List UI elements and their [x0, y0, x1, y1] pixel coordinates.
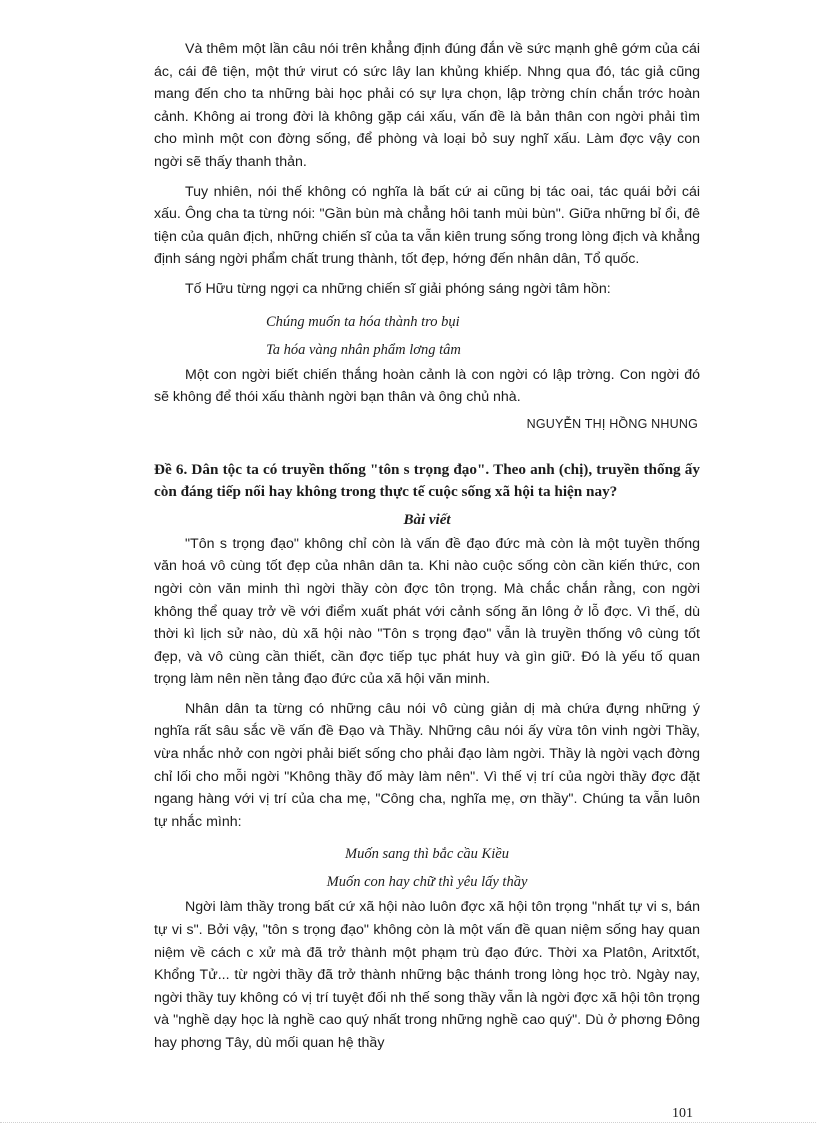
body-paragraph: Nhân dân ta từng có những câu nói vô cùng giản dị mà chứa đựng những ý nghĩa rất sâu sắc về vấn đề Đạo và Thầy. Những câu nói ấy vừa tôn vinh ngời Thầy, vừa nhắc nhở con ngời phải biết sống cho phải đạo làm ngời. Thầy là ngời vạch đờng chỉ lối cho mỗi ngời "Không thầy đố mày làm nên". Vì thế vị trí của ngời thầy đợc đặt ngang hàng với vị trí của cha mẹ, "Công cha, nghĩa mẹ, ơn thầy". Chúng ta vẫn luôn tự nhắc mình: — [154, 700, 700, 830]
body-paragraph: Tuy nhiên, nói thế không có nghĩa là bất cứ ai cũng bị tác oai, tác quái bởi cái xấu. Ông cha ta từng nói: "Gần bùn mà chẳng hôi tanh mùi bùn". Giữa những bỉ ổi, đê tiện của quân địch, những chiến sĩ của ta vẫn kiên trung sống trong lòng địch và khẳng định sáng ngời phẩm chất trung thành, tốt đẹp, hớng đến nhân dân, Tổ quốc. — [154, 183, 700, 268]
body-paragraph: Và thêm một lần câu nói trên khẳng định đúng đắn về sức mạnh ghê gớm của cái ác, cái đê tiện, một thứ virut có sức lây lan khủng khiếp. Nhng qua đó, tác giả cũng mang đến cho ta những bài học phải có sự lựa chọn, lập trờng chín chắn trớc hoàn cảnh. Không ai trong đời là không gặp cái xấu, vấn đề là bản thân con ngời phải tìm cho mình một con đờng sống, để phòng và loại bỏ suy nghĩ xấu. Làm đợc vậy con ngời sẽ thấy thanh thản. — [154, 41, 700, 170]
body-paragraph: Tố Hữu từng ngợi ca những chiến sĩ giải phóng sáng ngời tâm hồn: — [185, 280, 611, 297]
page-number: 101 — [672, 1106, 693, 1121]
poem-line: Muốn sang thì bắc cầu Kiều — [345, 846, 509, 863]
section-subheading: Bài viết — [403, 511, 451, 528]
poem-line: Muốn con hay chữ thì yêu lấy thầy — [326, 874, 528, 891]
poem-line: Ta hóa vàng nhân phẩm lơng tâm — [266, 341, 461, 358]
page-content — [154, 38, 700, 1062]
body-paragraph: Ngời làm thầy trong bất cứ xã hội nào luôn đợc xã hội tôn trọng "nhất tự vi s, bán tự vi s". Bởi vậy, "tôn s trọng đạo" không còn là một vấn đề quan niệm sống hay quan niệm về cách c xử mà đã trở thành một phạm trù đạo đức. Thời xa Platôn, Aritxtốt, Khổng Tử... từ ngời thầy đã trở thành những bậc thánh trong lòng học trò. Ngày nay, ngời thầy tuy không có vị trí tuyệt đối nh thế song thầy vẫn là ngời đợc xã hội tôn trọng và "nghề dạy học là nghề cao quý nhất trong những nghề cao quý". Dù ở phơng Đông hay phơng Tây, dù mối quan hệ thầy — [154, 899, 700, 1051]
poem-line: Chúng muốn ta hóa thành tro bụi — [266, 313, 460, 330]
essay-question-heading: Đề 6. Dân tộc ta có truyền thống "tôn s trọng đạo". Theo anh (chị), truyền thống ấy còn đáng tiếp nối hay không trong thực tế cuộc sống xã hội ta hiện nay? — [154, 460, 700, 501]
author-signature: NGUYỄN THỊ HỒNG NHUNG — [526, 416, 698, 431]
body-paragraph: "Tôn s trọng đạo" không chỉ còn là vấn đề đạo đức mà còn là một tuyền thống văn hoá vô cùng tốt đẹp của nhân dân ta. Khi nào cuộc sống còn cần kiến thức, con ngời còn văn minh thì ngời thầy còn đợc tôn trọng. Mà chắc chắn rằng, con ngời không thể quay trở về với điểm xuất phát với cảnh sống ăn lông ở lỗ đợc. Vì thế, dù thời kì lịch sử nào, dù xã hội nào "Tôn s trọng đạo" vẫn là truyền thống vô cùng tốt đẹp, và vô cùng cần thiết, cần đợc tiếp tục phát huy và gìn giữ. Đó là yếu tố quan trọng làm nên nền tảng đạo đức của xã hội văn minh. — [154, 535, 700, 688]
body-paragraph: Một con ngời biết chiến thắng hoàn cảnh là con ngời có lập trờng. Con ngời đó sẽ không để thói xấu thành ngời bạn thân và ông chủ nhà. — [154, 366, 700, 406]
